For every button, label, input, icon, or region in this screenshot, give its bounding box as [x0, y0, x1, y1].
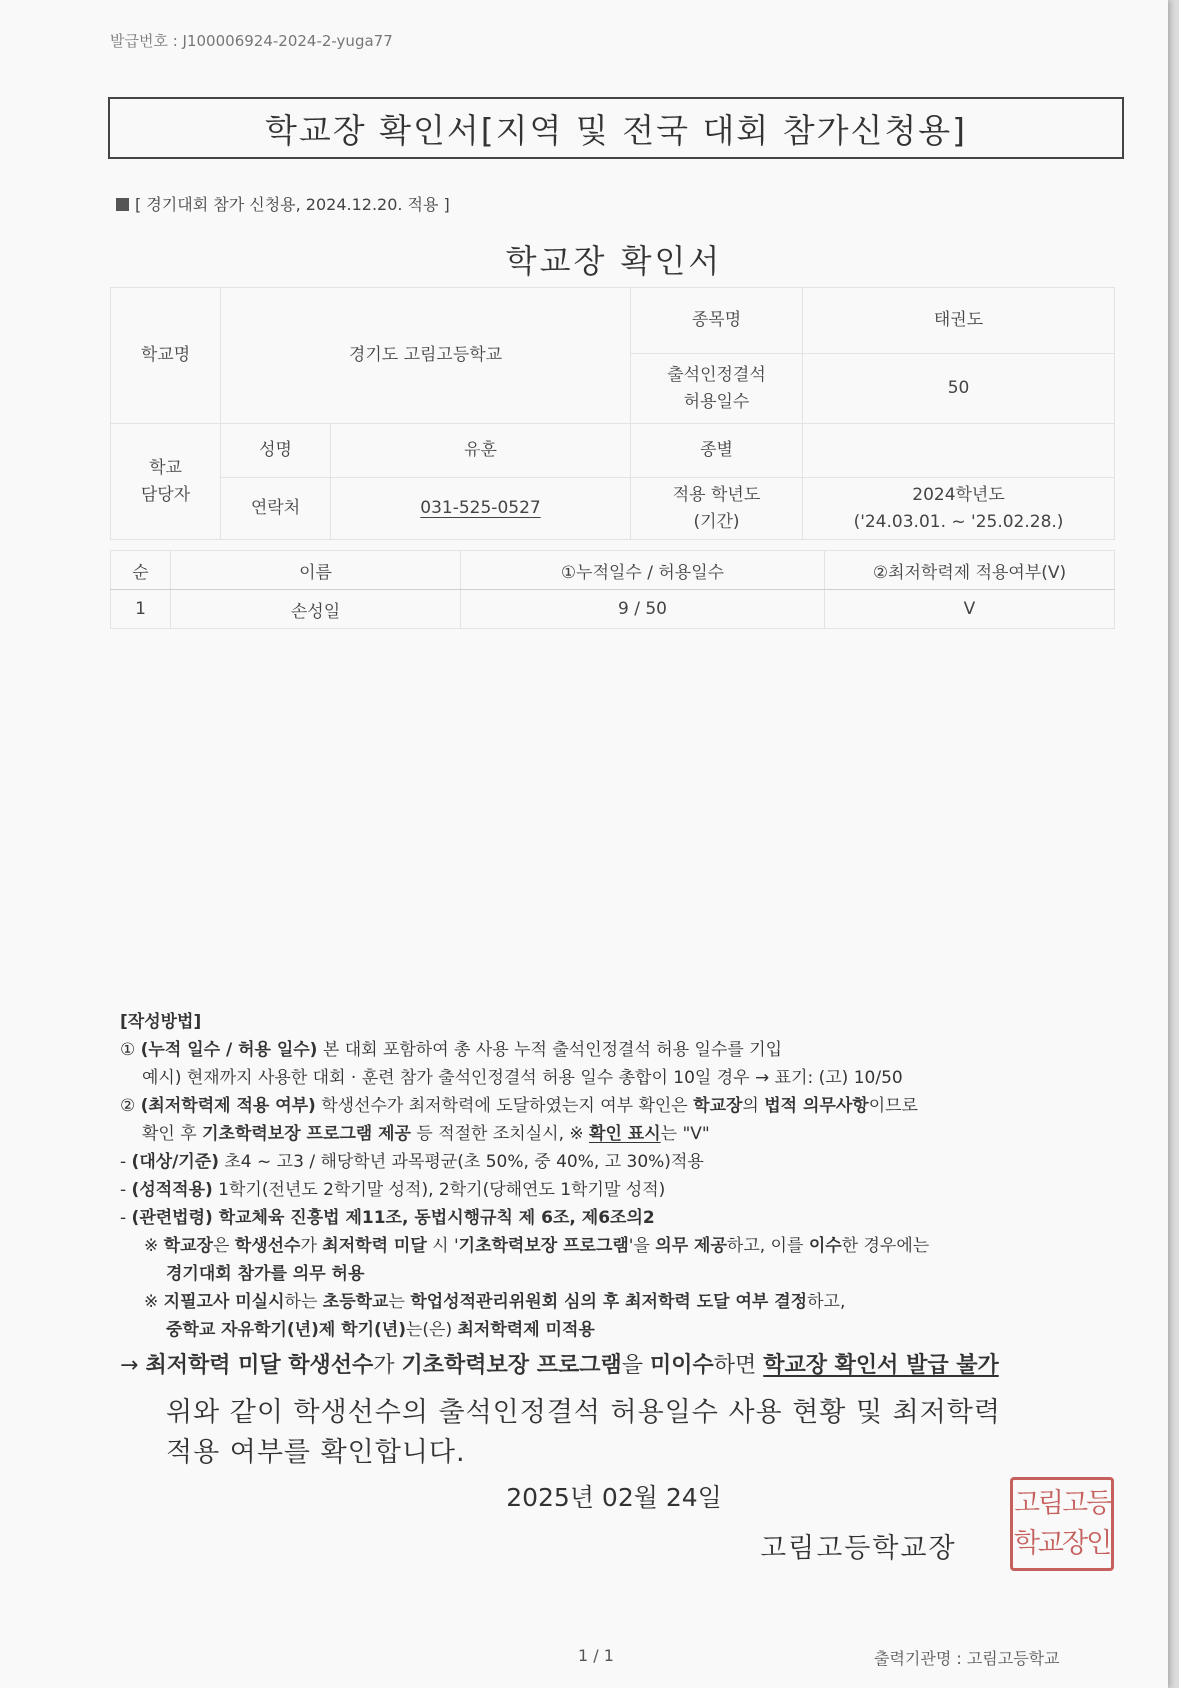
school-year-label [631, 478, 803, 540]
contact-value-cell [331, 478, 631, 540]
school-year-label-line1: 적용 학년도 [672, 485, 761, 506]
method-line-5: - (대상/기준) 초4 ~ 고3 / 해당학년 과목평균(초 50%, 중 40%, 고 30%)적용 [120, 1152, 704, 1172]
confirmation-statement [166, 1393, 1001, 1473]
method-line-4: 확인 후 기초학력보장 프로그램 제공 등 적절한 조치실시, ※ 확인 표시는 "V" [142, 1124, 710, 1144]
manager-name-label: 성명 [221, 424, 331, 478]
signer-name: 고림고등학교장 [760, 1533, 957, 1564]
method-line-6: - (성적적용) 1학기(전년도 2학기말 성적), 2학기(당해연도 1학기말 성적) [120, 1180, 666, 1200]
school-manager-label [111, 424, 221, 540]
seal-line-2: 학교장인 [1013, 1528, 1111, 1559]
contact-label: 연락처 [221, 478, 331, 540]
method-line-11: 중학교 자유학기(년)제 학기(년)는(은) 최저학력제 미적용 [166, 1320, 595, 1340]
sport-value: 태권도 [803, 288, 1115, 354]
school-manager-label-line1: 학교 [149, 458, 182, 479]
document-title: 학교장 확인서 [505, 242, 723, 280]
main-title [108, 97, 1124, 159]
subtitle-note [116, 192, 450, 215]
method-line-12: → 최저학력 미달 학생선수가 기초학력보장 프로그램을 미이수하면 학교장 확인서 발급 불가 [120, 1353, 999, 1378]
school-year-value-line1: 2024학년도 [912, 485, 1005, 506]
absence-allow-label [631, 354, 803, 424]
print-organization: 출력기관명 : 고림고등학교 [874, 1649, 1060, 1668]
page-number: 1 / 1 [578, 1646, 614, 1665]
school-year-value [803, 478, 1115, 540]
method-line-3: ② (최저학력제 적용 여부) 학생선수가 최저학력에 도달하였는지 여부 확인은 학교장의 법적 의무사항이므로 [120, 1096, 918, 1116]
method-line-1: ① (누적 일수 / 허용 일수) 본 대회 포함하여 총 사용 누적 출석인정결석 허용 일수를 기입 [120, 1040, 783, 1060]
writing-method [120, 1008, 1120, 1380]
method-line-10: ※ 지필고사 미실시하는 초등학교는 학업성적관리위원회 심의 후 최저학력 도달 여부 결정하고, [144, 1292, 846, 1312]
table-row [111, 590, 1115, 629]
col-header-days: ①누적일수 / 허용일수 [461, 551, 825, 590]
student-table [110, 550, 1115, 629]
col-header-no: 순 [111, 551, 171, 590]
method-line-7: - (관련법령) 학교체육 진흥법 제11조, 동법시행규칙 제 6조, 제6조의2 [120, 1208, 655, 1228]
absence-allow-value: 50 [803, 354, 1115, 424]
row-min-academic: V [825, 590, 1115, 629]
school-manager-label-line2: 담당자 [140, 484, 191, 505]
row-days: 9 / 50 [461, 590, 825, 629]
contact-value: 031-525-0527 [420, 498, 541, 519]
col-header-min-academic: ②최저학력제 적용여부(V) [825, 551, 1115, 590]
school-info-table [110, 287, 1115, 540]
subtitle-note-text: [ 경기대회 참가 신청용, 2024.12.20. 적용 ] [135, 195, 450, 214]
category-label: 종별 [631, 424, 803, 478]
method-line-9: 경기대회 참가를 의무 허용 [166, 1264, 365, 1284]
manager-name-value: 유훈 [331, 424, 631, 478]
issue-number: 발급번호 : J100006924-2024-2-yuga77 [110, 32, 393, 50]
school-name-value: 경기도 고림고등학교 [221, 288, 631, 424]
col-header-name: 이름 [171, 551, 461, 590]
square-bullet-icon [116, 198, 129, 211]
seal-line-1: 고림고등 [1013, 1488, 1111, 1519]
issue-date: 2025년 02월 24일 [506, 1483, 722, 1512]
row-no: 1 [111, 590, 171, 629]
row-name: 손성일 [171, 590, 461, 629]
category-value [803, 424, 1115, 478]
main-title-text: 학교장 확인서[지역 및 전국 대회 참가신청용] [264, 110, 967, 150]
school-seal-stamp [1010, 1477, 1114, 1571]
absence-allow-label-line1: 출석인정결석 [667, 365, 766, 386]
sport-label: 종목명 [631, 288, 803, 354]
school-year-value-line2: ('24.03.01. ~ '25.02.28.) [853, 511, 1064, 532]
absence-allow-label-line2: 허용일수 [683, 391, 750, 412]
student-table-header [111, 551, 1115, 590]
school-name-label: 학교명 [111, 288, 221, 424]
confirmation-line-1: 위와 같이 학생선수의 출석인정결석 허용일수 사용 현황 및 최저학력 [166, 1397, 1001, 1428]
confirmation-line-2: 적용 여부를 확인합니다. [166, 1437, 466, 1468]
method-title: [작성방법] [120, 1012, 202, 1032]
school-year-label-line2: (기간) [693, 511, 740, 532]
method-line-2: 예시) 현재까지 사용한 대회 · 훈련 참가 출석인정결석 허용 일수 총합이 10일 경우 → 표기: (고) 10/50 [142, 1068, 903, 1088]
method-line-8: ※ 학교장은 학생선수가 최저학력 미달 시 '기초학력보장 프로그램'을 의무 제공하고, 이를 이수한 경우에는 [144, 1236, 930, 1256]
